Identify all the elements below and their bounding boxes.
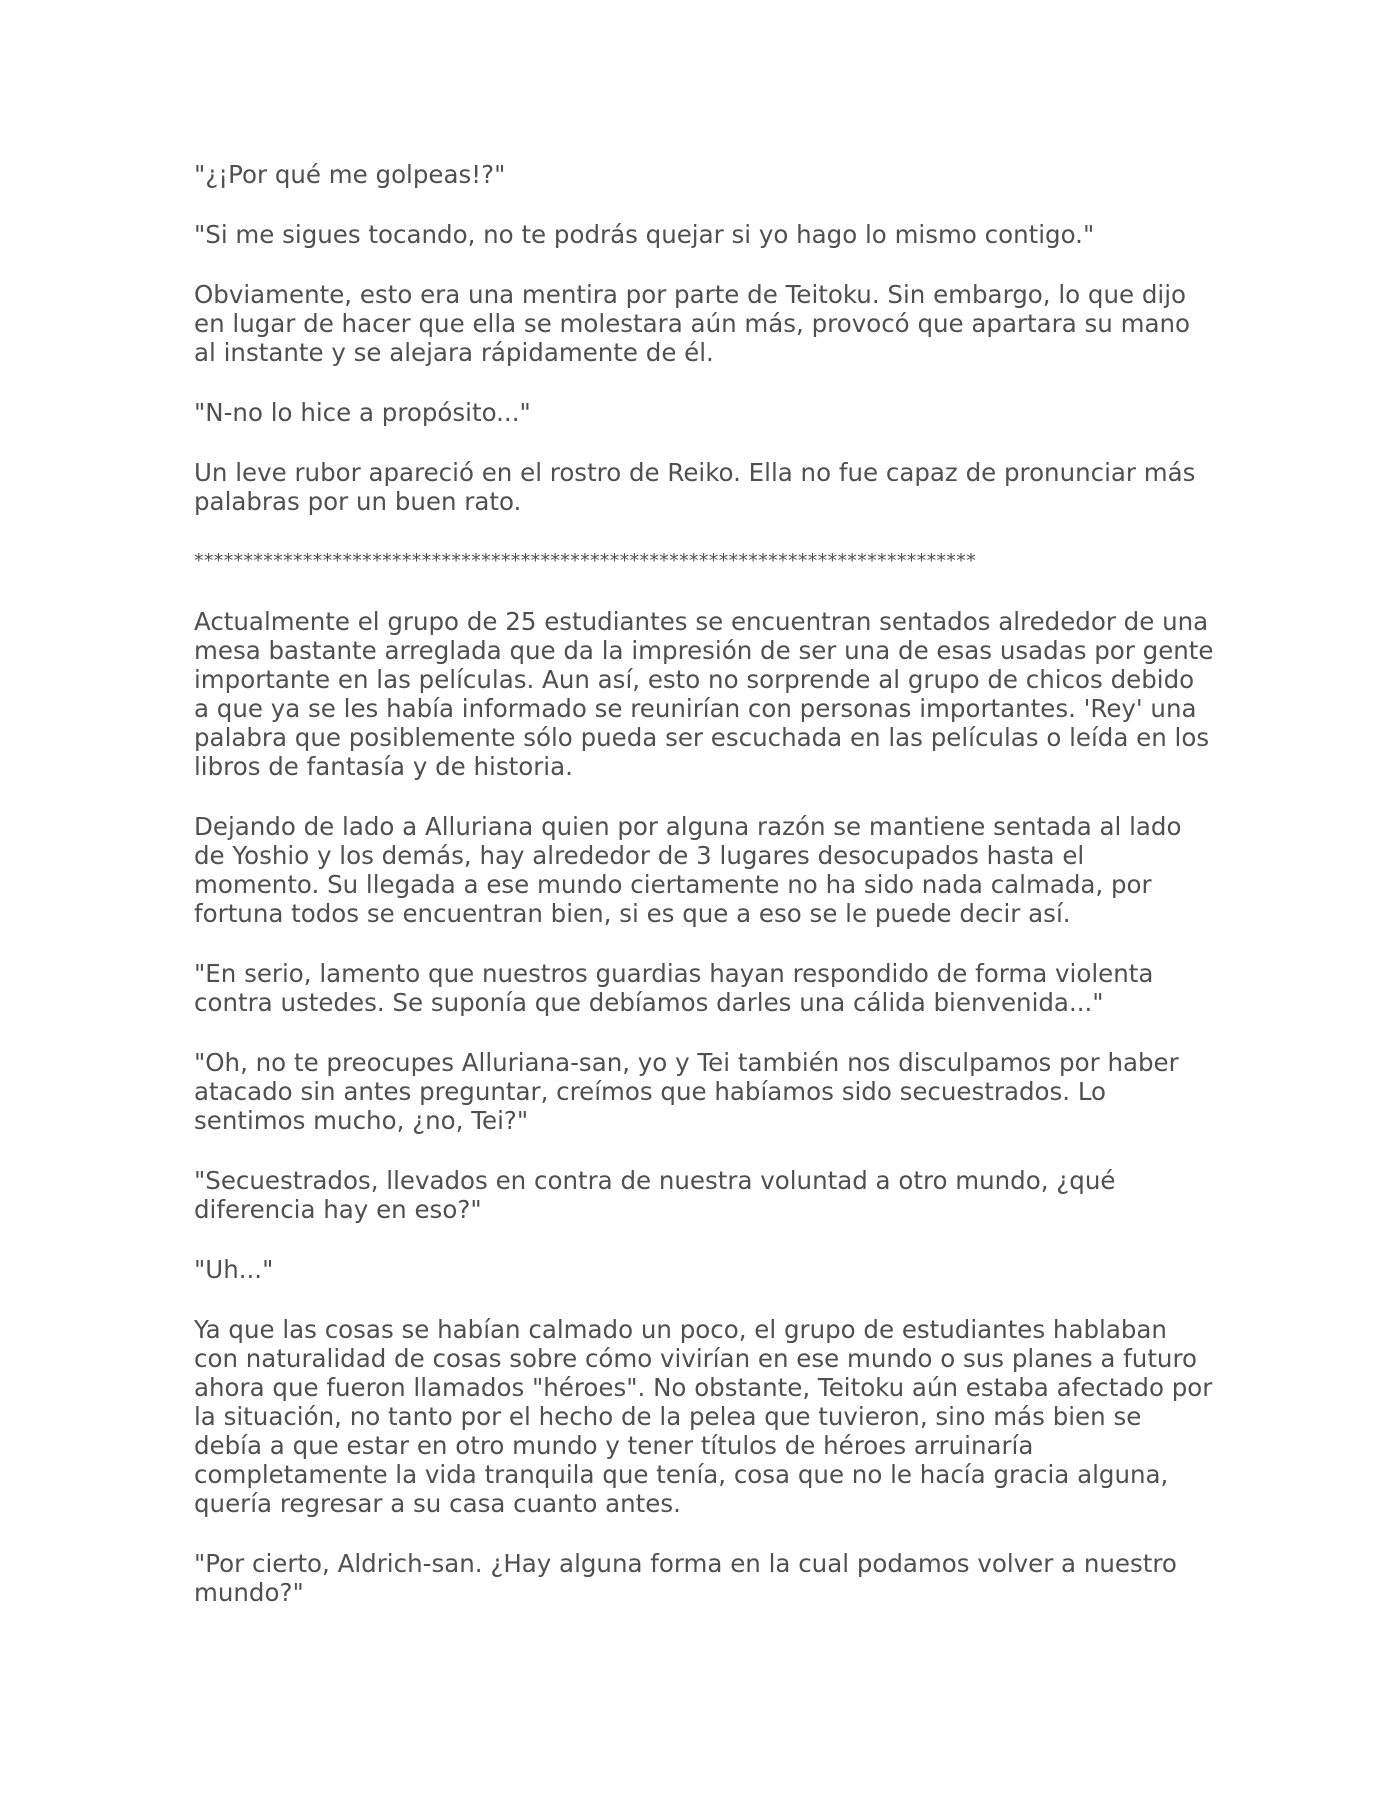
paragraph-dialogue-8: "Por cierto, Aldrich-san. ¿Hay alguna forma en la cual podamos volver a nuestro mundo?" — [194, 1549, 1177, 1607]
paragraph-dialogue-1: "¿¡Por qué me golpeas!?" — [194, 160, 506, 189]
paragraph-narration-3: Actualmente el grupo de 25 estudiantes se encuentran sentados alrededor de una mesa bastante arreglada que da la impresión de ser una de esas usadas por gente importante en las películas. Aun así, esto no sorprende al grupo de chicos debido a que ya se les había informado se reunirían con personas importantes. 'Rey' una palabra que posiblemente sólo pueda ser escuchada en las películas o leída en los libros de fantasía y de historia. — [194, 607, 1214, 781]
document-body — [194, 160, 1214, 1638]
paragraph-dialogue-3: "N-no lo hice a propósito..." — [194, 398, 531, 427]
scene-separator: ******************************************************************************* — [194, 550, 977, 572]
paragraph-dialogue-2: "Si me sigues tocando, no te podrás quejar si yo hago lo mismo contigo." — [194, 220, 1095, 249]
paragraph-dialogue-6: "Secuestrados, llevados en contra de nuestra voluntad a otro mundo, ¿qué diferencia hay en eso?" — [194, 1166, 1116, 1224]
paragraph-narration-2: Un leve rubor apareció en el rostro de Reiko. Ella no fue capaz de pronunciar más palabras por un buen rato. — [194, 458, 1196, 516]
paragraph-narration-4: Dejando de lado a Alluriana quien por alguna razón se mantiene sentada al lado de Yoshio y los demás, hay alrededor de 3 lugares desocupados hasta el momento. Su llegada a ese mundo ciertamente no ha sido nada calmada, por fortuna todos se encuentran bien, si es que a eso se le puede decir así. — [194, 812, 1182, 928]
paragraph-narration-1: Obviamente, esto era una mentira por parte de Teitoku. Sin embargo, lo que dijo en lugar de hacer que ella se molestara aún más, provocó que apartara su mano al instante y se alejara rápidamente de él. — [194, 280, 1191, 367]
paragraph-dialogue-4: "En serio, lamento que nuestros guardias hayan respondido de forma violenta contra ustedes. Se suponía que debíamos darles una cálida bienvenida..." — [194, 959, 1154, 1017]
paragraph-dialogue-7: "Uh..." — [194, 1255, 274, 1284]
paragraph-dialogue-5: "Oh, no te preocupes Alluriana-san, yo y Tei también nos disculpamos por haber atacado sin antes preguntar, creímos que habíamos sido secuestrados. Lo sentimos mucho, ¿no, Tei?" — [194, 1048, 1179, 1135]
paragraph-narration-5: Ya que las cosas se habían calmado un poco, el grupo de estudiantes hablaban con naturalidad de cosas sobre cómo vivirían en ese mundo o sus planes a futuro ahora que fueron llamados "héroes". No obstante, Teitoku aún estaba afectado por la situación, no tanto por el hecho de la pelea que tuvieron, sino más bien se debía a que estar en otro mundo y tener títulos de héroes arruinaría completamente la vida tranquila que tenía, cosa que no le hacía gracia alguna, quería regresar a su casa cuanto antes. — [194, 1315, 1213, 1518]
